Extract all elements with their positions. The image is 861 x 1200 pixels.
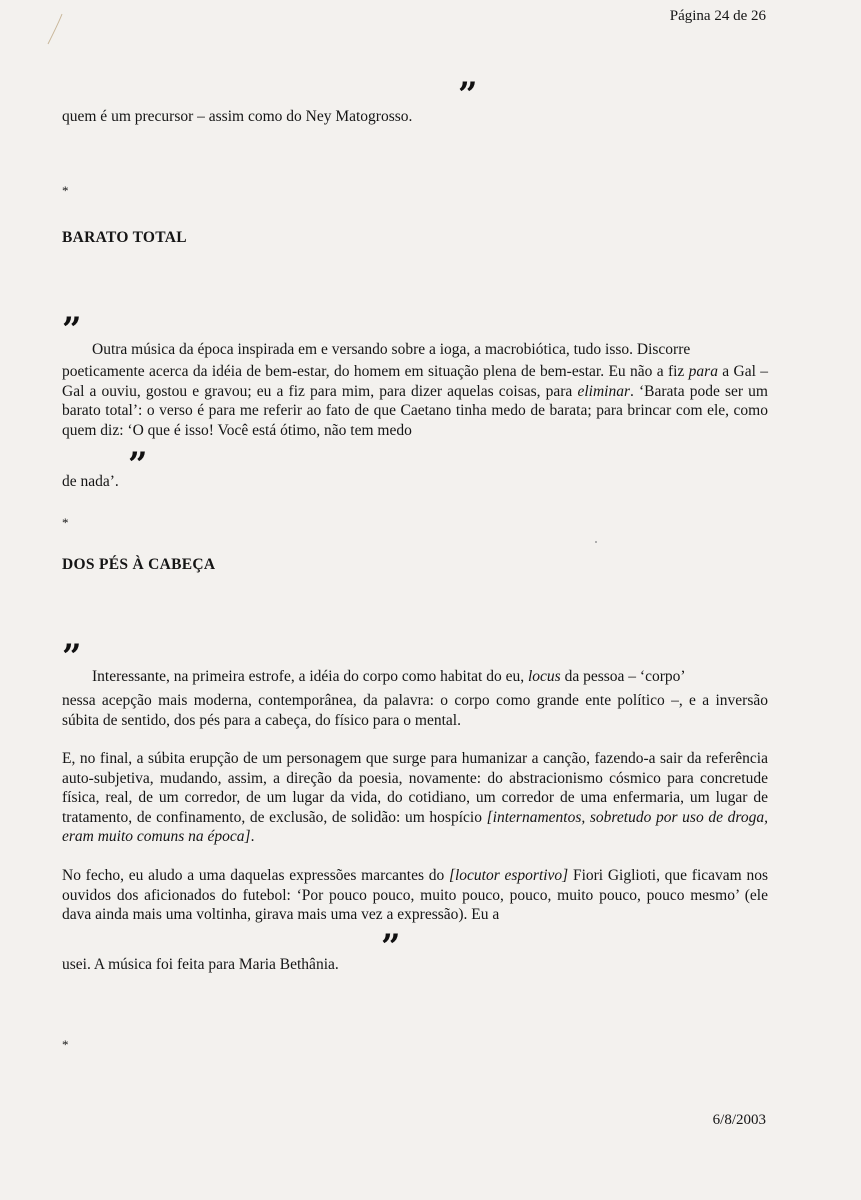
close-quote-mark: ”: [458, 80, 475, 106]
paragraph-first-line: Outra música da época inspirada em e versando sobre a ioga, a macrobiótica, tudo isso. Discorre: [92, 341, 691, 358]
section-title-barato-total: BARATO TOTAL: [62, 229, 187, 246]
emphasis-eliminar: eliminar: [577, 382, 630, 400]
paragraph: [62, 362, 768, 440]
open-quote-mark: ”: [62, 642, 79, 668]
pencil-mark: [44, 12, 70, 46]
emphasis-para: para: [688, 363, 718, 380]
paragraph-text: da pessoa – ‘corpo’: [560, 668, 686, 685]
document-date: 6/8/2003: [712, 1112, 766, 1128]
separator-asterisk: *: [62, 1037, 69, 1052]
paragraph: [62, 866, 768, 925]
close-quote-mark: ”: [128, 450, 145, 476]
paragraph-text: Interessante, na primeira estrofe, a idéia do corpo como habitat do eu,: [92, 668, 528, 685]
scan-speck: [595, 541, 597, 543]
paragraph-text: . ‘Barata pode ser um barato total’: o verso é para me referir ao fato de que Caetano tinha medo de barata; para brincar com ele, como quem diz: ‘O que é isso! Você está ótimo, não tem medo: [62, 382, 768, 439]
paragraph-text: No fecho, eu aludo a uma daquelas expressões marcantes do: [62, 867, 449, 884]
quote-end-line: usei. A música foi feita para Maria Bethânia.: [62, 956, 339, 973]
paragraph-first-line: [92, 667, 686, 687]
paragraph-text: Fiori Giglioti, que ficavam nos ouvidos dos aficionados do futebol: ‘Por pouco pouco, muito pouco, pouco, muito pouco, pouco mesmo’ (ele dava ainda mais uma voltinha, girava mais uma vez a expressão). Eu a: [62, 867, 768, 923]
quote-end-line: de nada’.: [62, 473, 119, 490]
paragraph: nessa acepção mais moderna, contemporânea, da palavra: o corpo como grande ente político –, e a inversão súbita de sentido, dos pés para a cabeça, do físico para o mental.: [62, 692, 768, 729]
separator-asterisk: *: [62, 515, 69, 530]
separator-asterisk: *: [62, 183, 69, 198]
open-quote-mark: ”: [62, 315, 79, 341]
bracketed-note: [internamentos, sobretudo por uso de droga, eram muito comuns na época]: [62, 808, 769, 845]
quote-end-line: quem é um precursor – assim como do Ney Matogrosso.: [62, 108, 413, 125]
emphasis-locus: locus: [527, 668, 561, 685]
bracketed-note: [locutor esportivo]: [448, 867, 569, 884]
close-quote-mark: ”: [381, 932, 398, 958]
paragraph-text: a Gal – Gal a ouviu, gostou e gravou; eu a fiz para mim, para dizer aquelas coisas, para: [62, 363, 768, 400]
paragraph-text: .: [250, 828, 255, 845]
paragraph-text: E, no final, a súbita erupção de um personagem que surge para humanizar a canção, fazendo-a sair da referência auto-subjetiva, mudando, assim, a direção da poesia, novamente: do abstracionismo cósmico para concretude física, real, de um corredor, de um lugar da vida, do cotidiano, um corredor de uma enfermaria, um lugar de tratamento, de confinamento, de exclusão, de solidão: um hospício: [62, 750, 768, 826]
section-title-dos-pes-a-cabeca: DOS PÉS À CABEÇA: [62, 556, 216, 573]
page-number: Página 24 de 26: [669, 8, 766, 24]
paragraph-text: poeticamente acerca da idéia de bem-estar, do homem em situação plena de bem-estar. Eu não a fiz: [62, 363, 689, 380]
paragraph: [62, 749, 768, 847]
